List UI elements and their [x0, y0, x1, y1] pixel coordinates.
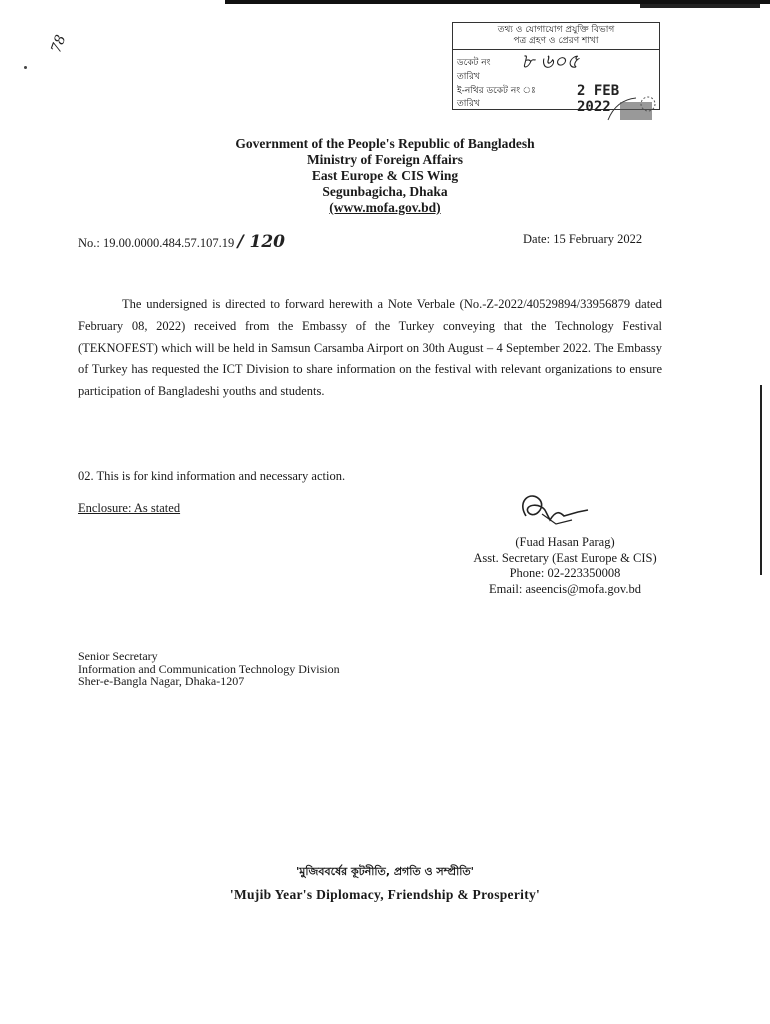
letterhead-government: Government of the People's Republic of Bangladesh: [235, 136, 535, 151]
letterhead-ministry: Ministry of Foreign Affairs: [306, 152, 464, 167]
stamp-received-date: 2 FEB 2022: [577, 83, 620, 115]
signatory-block: [420, 535, 710, 597]
stamp-docket-number: ৮ ৬০৫: [521, 49, 580, 73]
reference-number-printed: No.: 19.00.0000.484.57.107.19: [78, 236, 235, 250]
body-paragraph-2: 02. This is for kind information and necessary action.: [78, 469, 346, 483]
margin-handwritten-mark: 78: [48, 32, 70, 56]
signatory-email[interactable]: Email: aseencis@mofa.gov.bd: [489, 581, 641, 596]
reference-number-handwritten: / 120: [237, 232, 285, 252]
letterhead: [0, 136, 770, 216]
footer-slogan-bangla: 'মুজিববর্ষের কূটনীতি, প্রগতি ও সম্প্রীতি': [295, 865, 475, 878]
letter-date: Date: 15 February 2022: [523, 232, 643, 246]
reference-number: [78, 232, 285, 252]
signatory-name: (Fuad Hasan Parag): [515, 535, 615, 549]
scan-edge-artifact: [640, 4, 760, 8]
scan-edge-artifact: [760, 385, 762, 575]
recipient-address: [78, 650, 340, 688]
signature: [512, 490, 592, 534]
signatory-designation: Asst. Secretary (East Europe & CIS): [473, 550, 657, 565]
recipient-title: Senior Secretary: [78, 649, 158, 663]
stamp-enothi-label: ই-নথির ডকেট নং ঃ: [457, 86, 536, 96]
ministry-website-link[interactable]: (www.mofa.gov.bd): [329, 200, 441, 215]
scan-speck: [24, 66, 27, 69]
stamp-header: তথ্য ও যোগাযোগ প্রযুক্তি বিভাগ পত্র গ্রহণ ও প্রেরণ শাখা: [453, 23, 659, 50]
footer-slogan: [0, 863, 770, 903]
stamp-date-label: তারিখ: [457, 72, 480, 82]
stamp-docket-label: ডকেট নং: [457, 58, 491, 68]
signatory-phone: Phone: 02-223350008: [509, 566, 621, 580]
office-seal-icon: [606, 92, 656, 122]
letterhead-wing: East Europe & CIS Wing: [311, 168, 459, 183]
recipient-location: Sher-e-Bangla Nagar, Dhaka-1207: [78, 674, 245, 688]
stamp-date2-label: তারিখ: [457, 99, 480, 109]
body-paragraph-1: The undersigned is directed to forward herewith a Note Verbale (No.-Z-2022/40529894/33956879 dated February 08, 2022) received from the Embassy of the Turkey conveying that the Technology Festival (TEKNOFEST) which will be held in Samsun Carsamba Airport on 30th August – 4 September 2022. The Embassy of Turkey has requested the ICT Division to share information on the festival with relevant organizations to ensure participation of Bangladeshi youths and students.: [78, 297, 662, 399]
letterhead-address: Segunbagicha, Dhaka: [322, 184, 448, 199]
footer-slogan-english: 'Mujib Year's Diplomacy, Friendship & Prosperity': [229, 887, 541, 902]
recipient-division: Information and Communication Technology Division: [78, 661, 340, 676]
enclosure-note: Enclosure: As stated: [78, 501, 181, 515]
